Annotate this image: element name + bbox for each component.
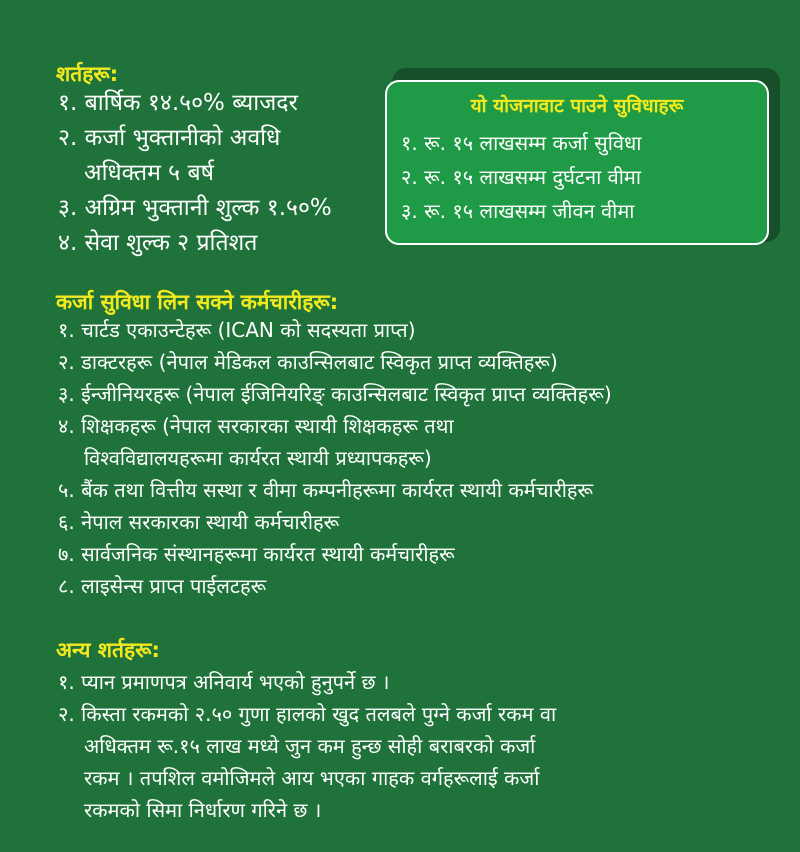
other-conditions-item: रकम । तपशिल वमोजिमले आय भएका गाहक वर्गहरूलाई कर्जा	[84, 766, 540, 790]
other-conditions-list	[58, 666, 556, 826]
eligible-item: २. डाक्टरहरू (नेपाल मेडिकल काउन्सिलबाट स्विकृत प्राप्त व्यक्तिहरू)	[58, 350, 558, 374]
other-conditions-item: अधिक्तम रू.१५ लाख मध्ये जुन कम हुन्छ सोही बराबरको कर्जा	[84, 734, 536, 758]
other-conditions-item: २. किस्ता रकमको २.५० गुणा हालको खुद तलबले पुग्ने कर्जा रकम वा	[58, 702, 557, 726]
eligible-item: विश्वविद्यालयहरूमा कार्यरत स्थायी प्रध्यापकहरू)	[84, 446, 432, 470]
other-conditions-item: १. प्यान प्रमाणपत्र अनिवार्य भएको हुनुपर्ने छ ।	[58, 670, 390, 694]
eligible-item: ४. शिक्षकहरू (नेपाल सरकारका स्थायी शिक्षकहरू तथा	[58, 414, 454, 438]
benefits-item: २. रू. १५ लाखसम्म दुर्घटना वीमा	[401, 165, 642, 189]
conditions-item: २. कर्जा भुक्तानीको अवधि	[58, 125, 281, 151]
eligible-item: ६. नेपाल सरकारका स्थायी कर्मचारीहरू	[58, 510, 340, 534]
conditions-item: ३. अग्रिम भुक्तानी शुल्क १.५०%	[58, 195, 332, 221]
conditions-heading: शर्तहरू:	[56, 62, 119, 86]
benefits-item: ३. रू. १५ लाखसम्म जीवन वीमा	[401, 199, 635, 223]
eligible-list	[58, 314, 612, 602]
conditions-item: ४. सेवा शुल्क २ प्रतिशत	[58, 230, 258, 256]
benefits-heading: यो योजनावाट पाउने सुविधाहरू	[470, 95, 684, 117]
other-conditions-heading: अन्य शर्तहरू:	[56, 638, 160, 662]
benefits-list	[401, 126, 641, 228]
eligible-item: ७. सार्वजनिक संस्थानहरूमा कार्यरत स्थायी कर्मचारीहरू	[58, 542, 455, 566]
eligible-heading: कर्जा सुविधा लिन सक्ने कर्मचारीहरू:	[56, 290, 339, 314]
eligible-item: १. चार्टड एकाउन्टेहरू (ICAN को सदस्यता प्राप्त)	[58, 318, 416, 342]
benefits-item: १. रू. १५ लाखसम्म कर्जा सुविधा	[401, 131, 642, 155]
eligible-item: ५. बैंक तथा वित्तीय सस्था र वीमा कम्पनीहरूमा कार्यरत स्थायी कर्मचारीहरू	[58, 478, 594, 502]
conditions-item: १. बार्षिक १४.५०% ब्याजदर	[58, 90, 298, 116]
conditions-list	[58, 86, 332, 261]
benefits-box	[385, 80, 769, 245]
other-conditions-item: रकमको सिमा निर्धारण गरिने छ ।	[84, 798, 322, 822]
eligible-item: ३. ईन्जीनियरहरू (नेपाल ईजिनियरिङ् काउन्सिलबाट स्विकृत प्राप्त व्यक्तिहरू)	[58, 382, 612, 406]
eligible-item: ८. लाइसेन्स प्राप्त पाईलटहरू	[58, 574, 267, 598]
conditions-item: अधिक्तम ५ बर्ष	[84, 160, 214, 186]
